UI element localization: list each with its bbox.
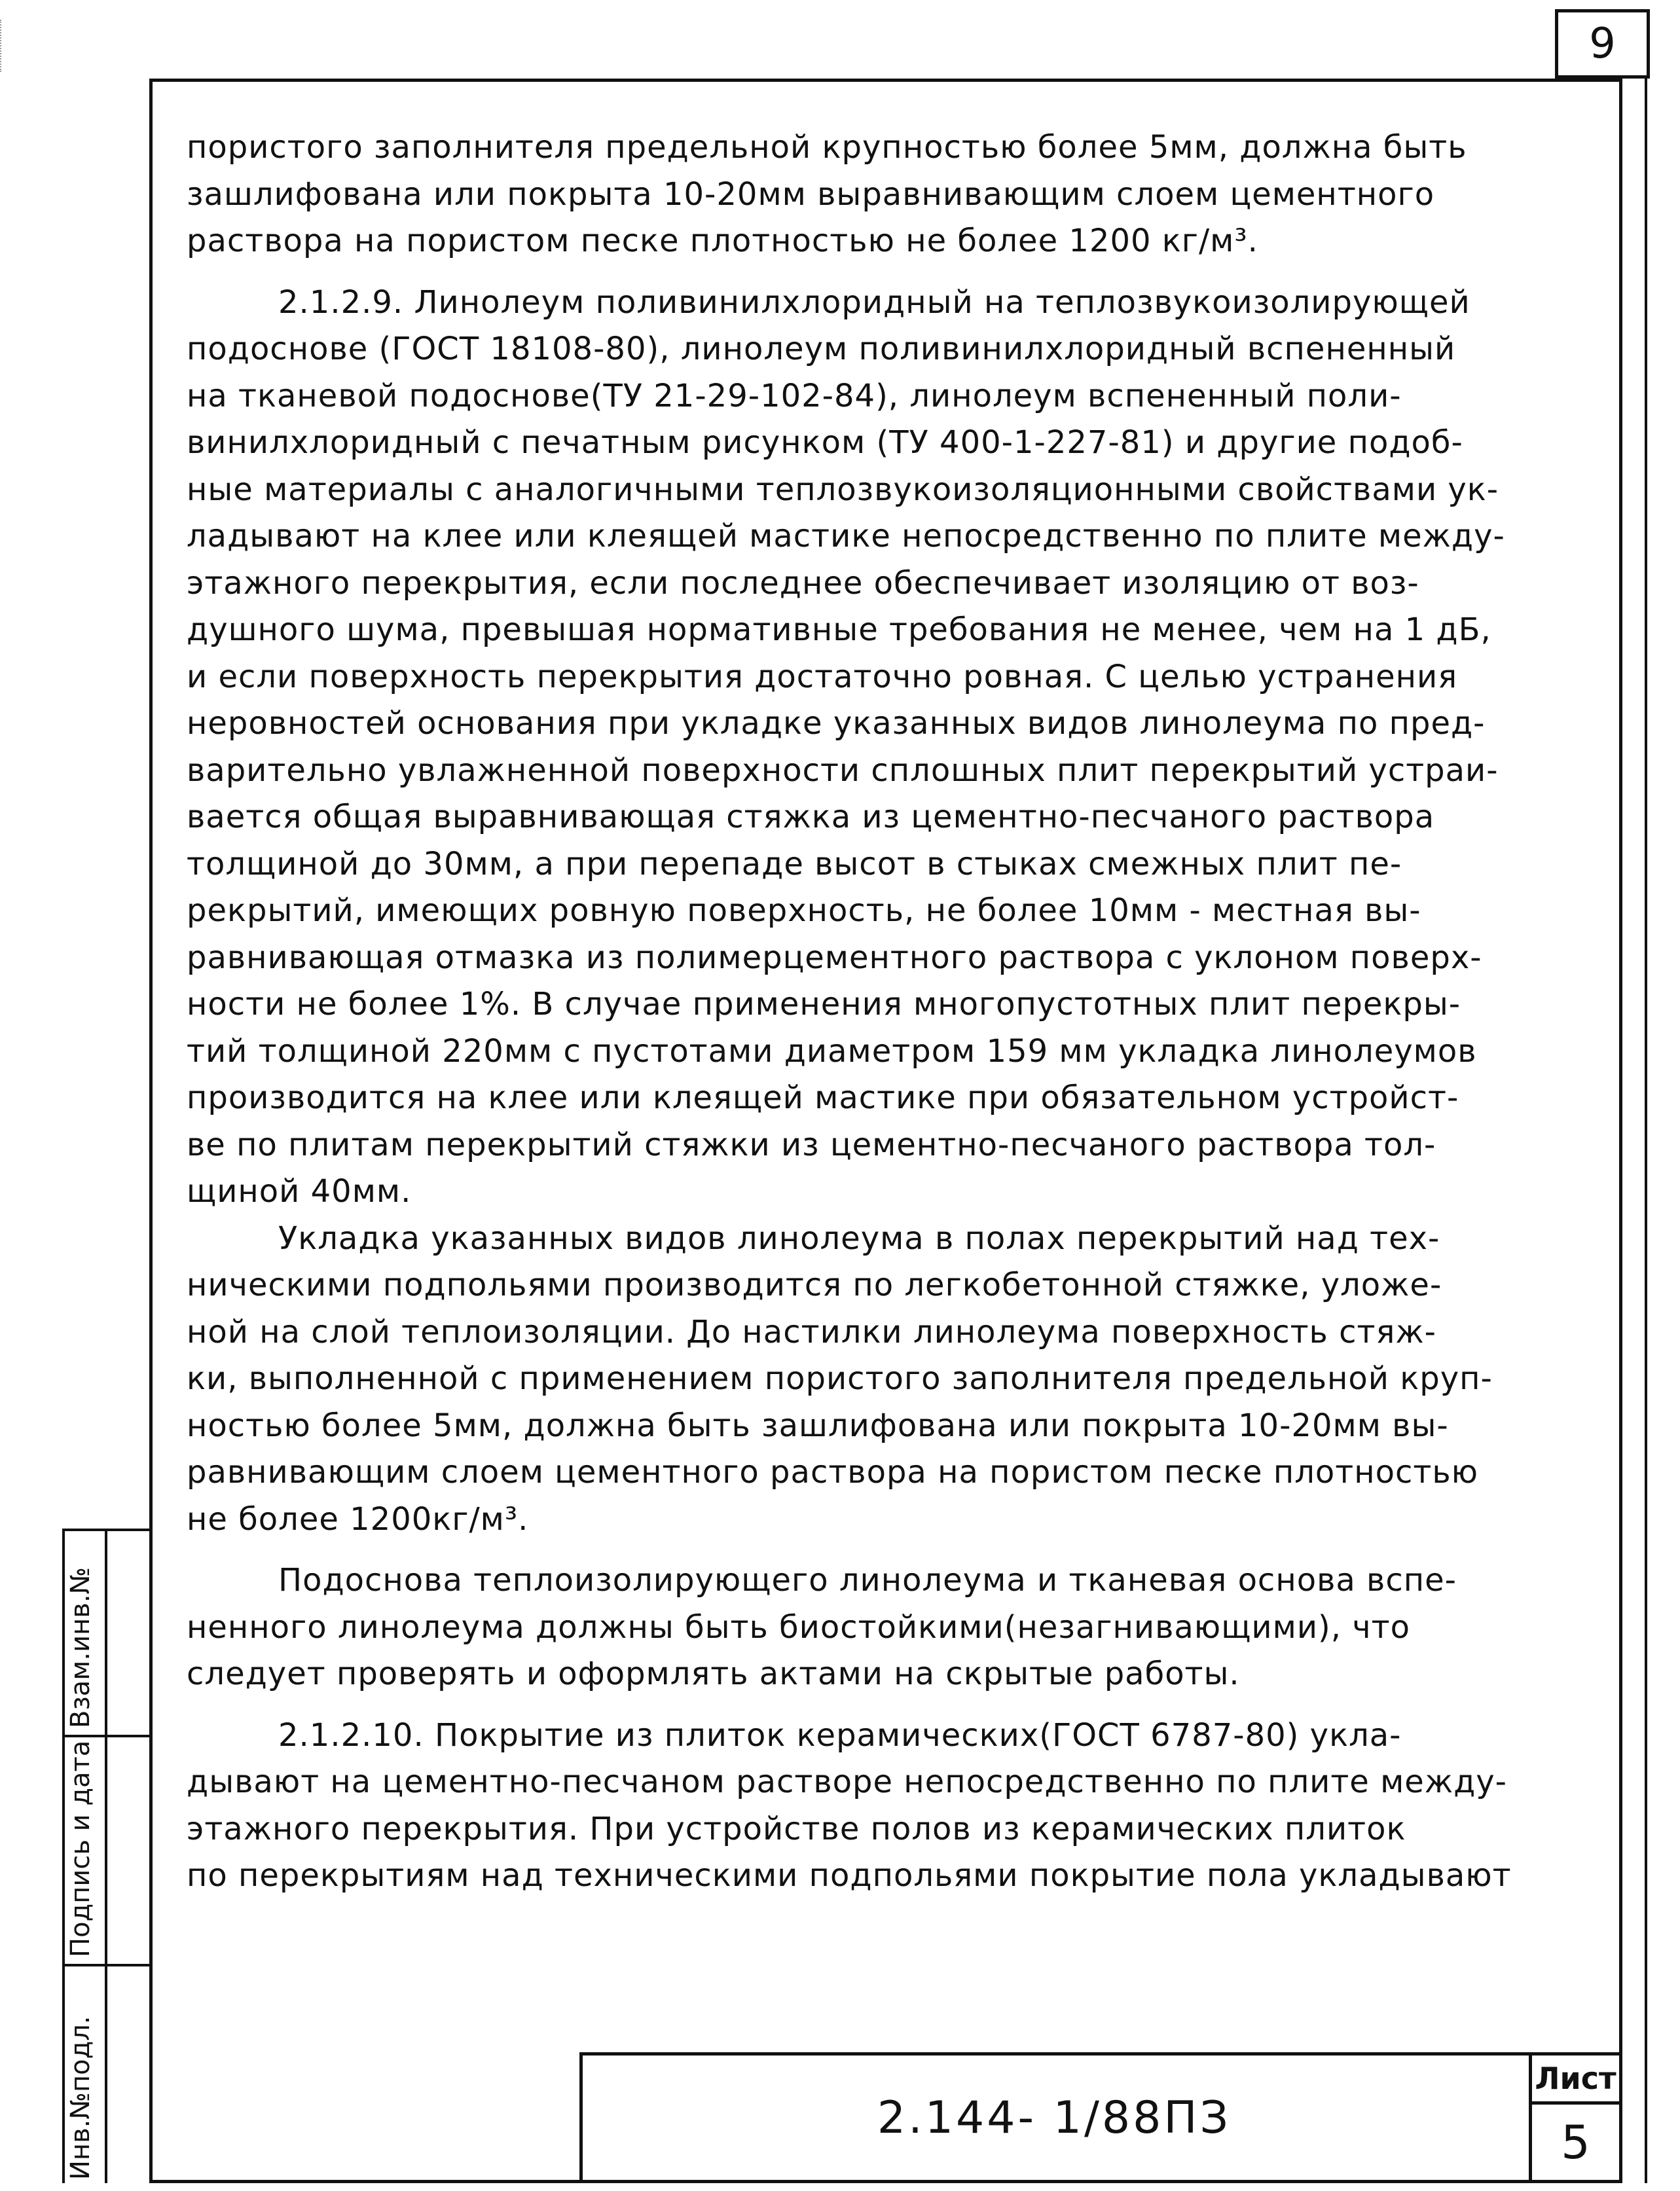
text-line: и если поверхность перекрытия достаточно ровная. С целью устранения bbox=[187, 658, 1458, 695]
stamp-divider bbox=[62, 1735, 149, 1737]
stamp-label-vzam-inv: Взам.инв.№ bbox=[65, 1566, 96, 1728]
stamp-label-inv-podl: Инв.№подл. bbox=[65, 2016, 96, 2180]
stamp-label-podpis-data: Подпись и дата bbox=[65, 1740, 96, 1957]
text-line: ладывают на клее или клеящей мастике непосредственно по плите между- bbox=[187, 518, 1505, 554]
text-line: ной на слой теплоизоляции. До настилки линолеума поверхность стяж- bbox=[187, 1313, 1436, 1350]
paragraph-gap bbox=[187, 265, 1611, 280]
text-line: этажного перекрытия, если последнее обеспечивает изоляцию от воз- bbox=[187, 564, 1419, 602]
paragraph-start-line: Подоснова теплоизолирующего линолеума и тканевая основа вспе- bbox=[278, 1562, 1457, 1599]
text-line: винилхлоридный с печатным рисунком (ТУ 400-1-227-81) и другие подоб- bbox=[187, 424, 1463, 461]
right-border-line bbox=[1645, 79, 1647, 2183]
text-line: ностью более 5мм, должна быть зашлифована или покрыта 10-20мм вы- bbox=[187, 1407, 1449, 1444]
text-line: зашлифована или покрыта 10-20мм выравнивающим слоем цементного bbox=[187, 175, 1435, 213]
text-line: следует проверять и оформлять актами на скрытые работы. bbox=[187, 1656, 1240, 1692]
text-line: подоснове (ГОСТ 18108-80), линолеум поливинилхлоридный вспененный bbox=[187, 331, 1456, 367]
text-line: ные материалы с аналогичными теплозвукоизоляционными свойствами ук- bbox=[187, 471, 1499, 508]
text-line: ническими подпольями производится по легкобетонной стяжке, уложе- bbox=[187, 1267, 1442, 1303]
text-line: равнивающим слоем цементного раствора на пористом песке плотностью bbox=[187, 1454, 1479, 1491]
document-code: 2.144- 1/88ПЗ bbox=[877, 2091, 1232, 2144]
section-heading-line: 2.1.2.10. Покрытие из плиток керамических(ГОСТ 6787-80) укла- bbox=[278, 1716, 1402, 1754]
text-line: по перекрытиям над техническими подпольями покрытие пола укладывают bbox=[187, 1857, 1512, 1894]
sheet-label: Лист bbox=[1535, 2061, 1616, 2096]
text-line: варительно увлажненной поверхности сплошных плит перекрытий устраи- bbox=[187, 751, 1499, 789]
text-line: раствора на пористом песке плотностью не более 1200 кг/м³. bbox=[187, 223, 1258, 259]
text-line: неровностей основания при укладке указанных видов линолеума по пред- bbox=[187, 705, 1486, 742]
text-line: тий толщиной 220мм с пустотами диаметром 159 мм укладка линолеумов bbox=[187, 1032, 1477, 1070]
text-line: производится на клее или клеящей мастике при обязательном устройст- bbox=[187, 1079, 1459, 1116]
paragraph-start-line: Укладка указанных видов линолеума в полах перекрытий над тех- bbox=[278, 1220, 1440, 1257]
text-line: дывают на цементно-песчаном растворе непосредственно по плите между- bbox=[187, 1764, 1507, 1800]
paragraph-gap bbox=[187, 1543, 1611, 1557]
section-heading-line: 2.1.2.9. Линолеум поливинилхлоридный на теплозвукоизолирующей bbox=[278, 283, 1470, 321]
text-line: равнивающая отмазка из полимерцементного раствора с уклоном поверх- bbox=[187, 939, 1482, 976]
sheet-number: 5 bbox=[1561, 2115, 1590, 2169]
text-line: душного шума, превышая нормативные требования не менее, чем на 1 дБ, bbox=[187, 611, 1491, 648]
text-line: на тканевой подоснове(ТУ 21-29-102-84), линолеум вспененный поли- bbox=[187, 377, 1402, 414]
text-line: не более 1200кг/м³. bbox=[187, 1500, 529, 1538]
paragraph-gap bbox=[187, 1698, 1611, 1712]
document-body bbox=[187, 124, 1611, 1900]
corner-page-number: 9 bbox=[1555, 9, 1650, 79]
text-line: этажного перекрытия. При устройстве полов из керамических плиток bbox=[187, 1810, 1406, 1847]
text-line: рекрытий, имеющих ровную поверхность, не более 10мм - местная вы- bbox=[187, 892, 1421, 929]
scan-margin-marks bbox=[0, 20, 4, 72]
text-line: ки, выполненной с применением пористого заполнителя предельной круп- bbox=[187, 1360, 1493, 1397]
text-line: ве по плитам перекрытий стяжки из цементно-песчаного раствора тол- bbox=[187, 1126, 1436, 1163]
text-line: толщиной до 30мм, а при перепаде высот в стыках смежных плит пе- bbox=[187, 845, 1402, 882]
text-line: щиной 40мм. bbox=[187, 1173, 412, 1210]
text-line: ненного линолеума должны быть биостойкими(незагнивающими), что bbox=[187, 1608, 1410, 1646]
text-line: вается общая выравнивающая стяжка из цементно-песчаного раствора bbox=[187, 799, 1435, 835]
text-line: пористого заполнителя предельной крупностью более 5мм, должна быть bbox=[187, 129, 1467, 166]
stamp-column-inner-line bbox=[105, 1529, 107, 2183]
stamp-divider bbox=[62, 1964, 149, 1966]
text-line: ности не более 1%. В случае применения многопустотных плит перекры- bbox=[187, 986, 1461, 1023]
